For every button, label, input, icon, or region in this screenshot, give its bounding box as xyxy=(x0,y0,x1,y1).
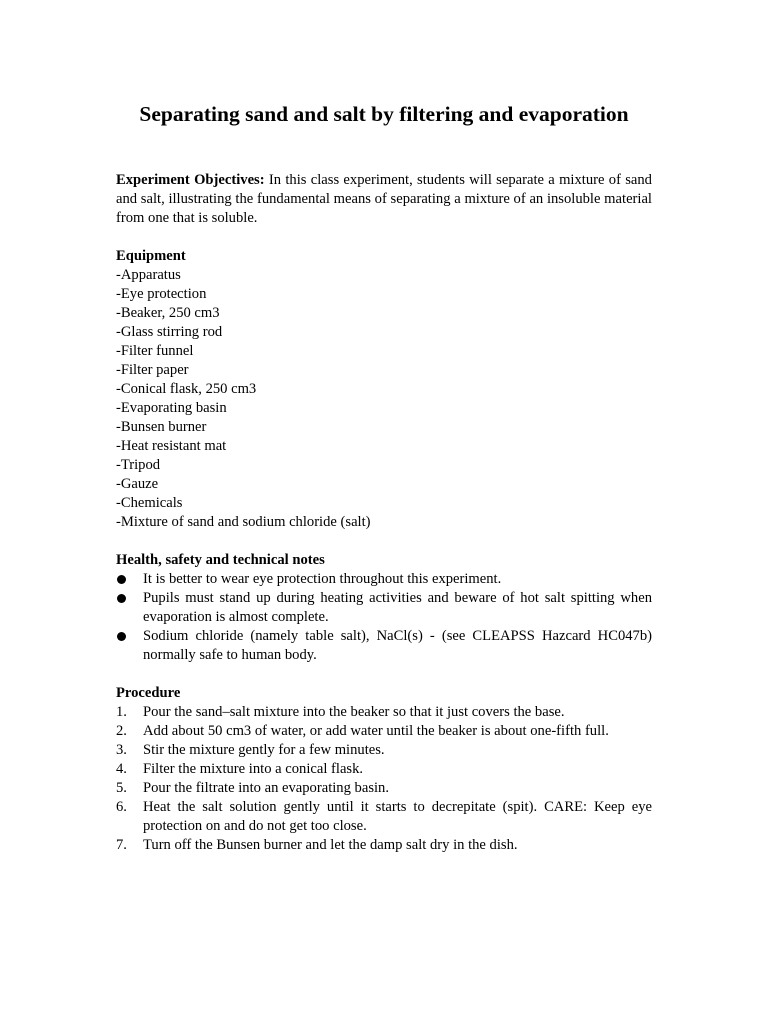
safety-item-text: It is better to wear eye protection throughout this experiment. xyxy=(143,571,502,587)
bullet-icon xyxy=(117,632,126,641)
step-number: 6. xyxy=(116,799,127,815)
safety-item xyxy=(116,570,652,589)
equipment-item: -Filter paper xyxy=(116,362,189,378)
step-text: Turn off the Bunsen burner and let the damp salt dry in the dish. xyxy=(143,837,518,853)
safety-item xyxy=(116,589,652,627)
step-number: 3. xyxy=(116,742,127,758)
equipment-item: -Tripod xyxy=(116,457,161,473)
procedure-step xyxy=(116,798,652,836)
objectives-paragraph xyxy=(116,171,652,228)
step-number: 4. xyxy=(116,761,127,777)
equipment-item: -Evaporating basin xyxy=(116,400,227,416)
equipment-item: -Conical flask, 250 cm3 xyxy=(116,381,257,397)
spacer xyxy=(116,532,652,551)
step-text: Add about 50 cm3 of water, or add water until the beaker is about one-fifth full. xyxy=(143,723,609,739)
equipment-item: -Chemicals xyxy=(116,495,183,511)
procedure-step xyxy=(116,722,652,741)
equipment-item: -Filter funnel xyxy=(116,343,194,359)
step-text: Filter the mixture into a conical flask. xyxy=(143,761,364,777)
objectives-text: In this class experiment, students will separate a mixture of sand and salt, illustrating the fundamental means of separating a mixture of an insoluble material from one that is soluble. xyxy=(116,172,652,226)
spacer xyxy=(116,228,652,247)
safety-item-text: Pupils must stand up during heating activities and beware of hot salt spitting when evaporation is almost complete. xyxy=(143,590,652,625)
procedure-step xyxy=(116,741,652,760)
equipment-item: -Glass stirring rod xyxy=(116,324,223,340)
procedure-step xyxy=(116,703,652,722)
step-text: Pour the sand–salt mixture into the beaker so that it just covers the base. xyxy=(143,704,565,720)
equipment-item: -Eye protection xyxy=(116,286,207,302)
bullet-icon xyxy=(117,575,126,584)
step-text: Pour the filtrate into an evaporating basin. xyxy=(143,780,389,796)
procedure-list xyxy=(116,703,652,855)
objectives-label: Experiment Objectives: xyxy=(116,172,265,188)
step-text: Stir the mixture gently for a few minutes. xyxy=(143,742,385,758)
equipment-heading: Equipment xyxy=(116,248,186,264)
procedure-step xyxy=(116,836,652,855)
step-number: 2. xyxy=(116,723,127,739)
equipment-item: -Mixture of sand and sodium chloride (salt) xyxy=(116,514,371,530)
equipment-item: -Gauze xyxy=(116,476,159,492)
safety-heading: Health, safety and technical notes xyxy=(116,552,325,568)
step-number: 5. xyxy=(116,780,127,796)
safety-list xyxy=(116,570,652,665)
equipment-item: -Bunsen burner xyxy=(116,419,207,435)
equipment-list xyxy=(116,266,652,532)
step-number: 7. xyxy=(116,837,127,853)
spacer xyxy=(116,665,652,684)
equipment-item: -Beaker, 250 cm3 xyxy=(116,305,220,321)
procedure-heading: Procedure xyxy=(116,685,181,701)
safety-item-text: Sodium chloride (namely table salt), NaCl(s) - (see CLEAPSS Hazcard HC047b) normally safe to human body. xyxy=(143,628,652,663)
document-body xyxy=(116,171,652,855)
bullet-icon xyxy=(117,594,126,603)
step-text: Heat the salt solution gently until it starts to decrepitate (spit). CARE: Keep eye protection on and do not get too close. xyxy=(143,799,652,834)
equipment-item: -Heat resistant mat xyxy=(116,438,227,454)
procedure-step xyxy=(116,779,652,798)
step-number: 1. xyxy=(116,704,127,720)
procedure-step xyxy=(116,760,652,779)
safety-item xyxy=(116,627,652,665)
document-title: Separating sand and salt by filtering and evaporation xyxy=(139,102,629,126)
equipment-item: -Apparatus xyxy=(116,267,181,283)
